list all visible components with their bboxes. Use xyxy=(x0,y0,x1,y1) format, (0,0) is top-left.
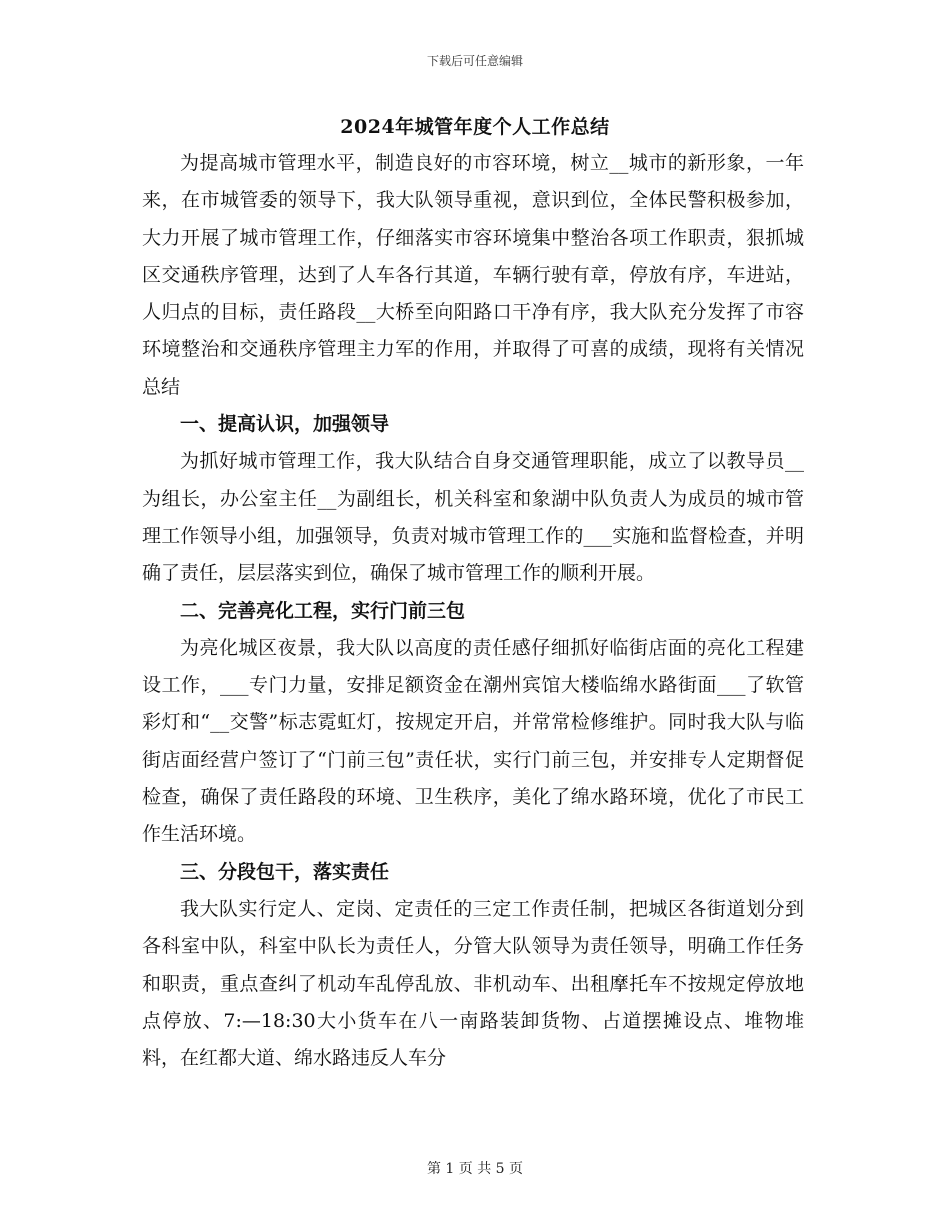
section-heading-3: 三、分段包干，落实责任 xyxy=(180,860,390,883)
header-note: 下载后可任意编辑 xyxy=(426,54,523,68)
section-paragraph-1: 为抓好城市管理工作，我大队结合自身交通管理职能，成立了以教导员__为组长，办公室主任__为副组长，机关科室和象湖中队负责人为成员的城市管理工作领导小组，加强领导，负责对城市管理工作的___实施和监督检查，并明确了责任，层层落实到位，确保了城市管理工作的顺利开展。 xyxy=(142,450,804,585)
intro-paragraph: 为提高城市管理水平，制造良好的市容环境，树立__城市的新形象，一年来，在市城管委的领导下，我大队领导重视，意识到位，全体民警积极参加，大力开展了城市管理工作，仔细落实市容环境集中整治各项工作职责，狠抓城区交通秩序管理，达到了人车各行其道，车辆行驶有章，停放有序，车进站，人归点的目标，责任路段__大桥至向阳路口干净有序，我大队充分发挥了市容环境整治和交通秩序管理主力军的作用，并取得了可喜的成绩，现将有关情况总结 xyxy=(142,152,804,398)
section-heading-2: 二、完善亮化工程，实行门前三包 xyxy=(180,599,466,622)
section-heading-1: 一、提高认识，加强领导 xyxy=(180,413,390,436)
page-title: 2024年城管年度个人工作总结 xyxy=(340,116,610,138)
document-body xyxy=(142,145,804,1077)
section-paragraph-2: 为亮化城区夜景，我大队以高度的责任感仔细抓好临街店面的亮化工程建设工作，___专门力量，安排足额资金在潮州宾馆大楼临绵水路街面___了软管彩灯和“__交警”标志霓虹灯，按规定开启，并常常检修维护。同时我大队与临街店面经营户签订了“门前三包”责任状，实行门前三包，并安排专人定期督促检查，确保了责任路段的环境、卫生秩序，美化了绵水路环境，优化了市民工作生活环境。 xyxy=(142,636,804,846)
page-number: 第 1 页 共 5 页 xyxy=(426,1161,524,1177)
section-paragraph-3: 我大队实行定人、定岗、定责任的三定工作责任制，把城区各街道划分到各科室中队，科室中队长为责任人，分管大队领导为责任领导，明确工作任务和职责，重点查纠了机动车乱停乱放、非机动车、出租摩托车不按规定停放地点停放、7:—18:30大小货车在八一南路装卸货物、占道摆摊设点、堆物堆料，在红都大道、绵水路违反人车分 xyxy=(142,897,804,1070)
